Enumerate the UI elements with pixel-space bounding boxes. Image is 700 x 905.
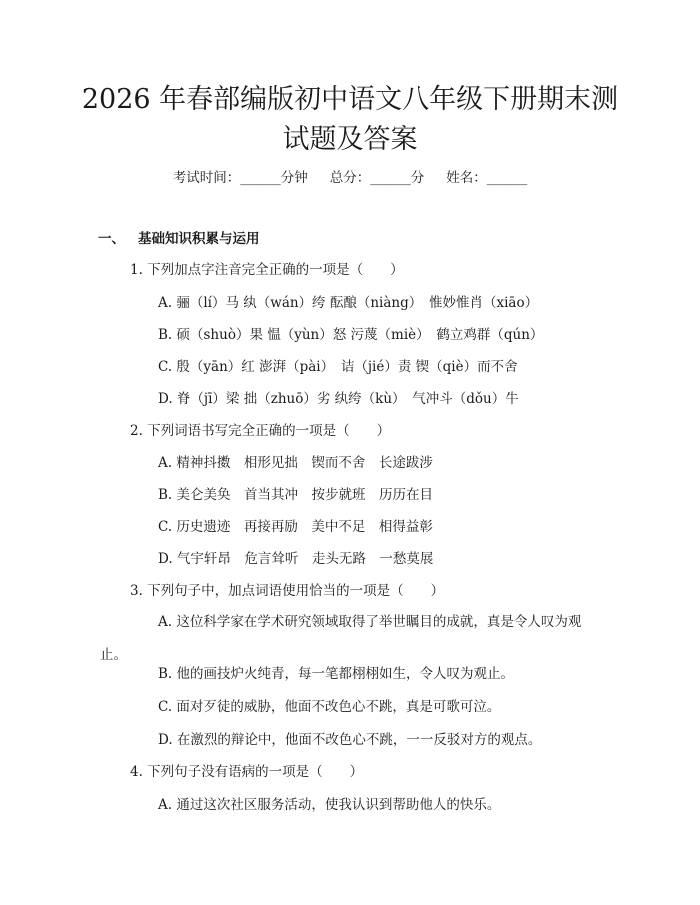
question-3-option-d: D. 在激烈的辩论中，他面不改色心不跳，一一反驳对方的观点。 — [158, 732, 542, 748]
question-2-option-a: A. 精神抖擞 相形见拙 锲而不舍 长途跋涉 — [158, 455, 433, 471]
section-title: 基础知识积累与运用 — [138, 231, 260, 247]
section-heading — [98, 229, 260, 249]
question-2-option-b: B. 美仑美奂 首当其冲 按步就班 历历在目 — [158, 487, 434, 503]
question-1-option-a: A. 骊（lí）马 纨（wán）绔 酝酿（niàng） 惟妙惟肖（xiāo） — [158, 295, 539, 311]
title-line-2: 试题及答案 — [282, 124, 418, 155]
question-1-option-c: C. 殷（yān）红 澎湃（pài） 诘（jié）责 锲（qiè）而不舍 — [158, 359, 518, 375]
title-line-1: 2026 年春部编版初中语文八年级下册期末测 — [81, 84, 619, 115]
question-3-option-b: B. 他的画技炉火纯青，每一笔都栩栩如生，令人叹为观止。 — [158, 666, 515, 682]
question-1-option-d: D. 脊（jī）梁 拙（zhuō）劣 纨绔（kù） 气冲斗（dǒu）牛 — [158, 391, 519, 407]
question-3-option-a: A. 这位科学家在学术研究领域取得了举世瞩目的成就，真是令人叹为观止。 — [100, 614, 582, 663]
question-2-stem: 2. 下列词语书写完全正确的一项是（ ） — [130, 423, 391, 439]
document-title — [60, 80, 640, 160]
question-3-option-c: C. 面对歹徒的威胁，他面不改色心不跳，真是可歌可泣。 — [158, 699, 501, 715]
exam-time: 考试时间：______分钟 — [172, 170, 308, 186]
question-1-option-b: B. 硕（shuò）果 愠（yùn）怒 污蔑（miè） 鹤立鸡群（qún） — [158, 327, 544, 343]
section-number: 一、 — [98, 231, 125, 247]
exam-info-line — [0, 168, 700, 188]
question-1-stem: 1. 下列加点字注音完全正确的一项是（ ） — [130, 262, 404, 278]
exam-total-score: 总分：______分 — [329, 170, 425, 186]
question-2-option-d: D. 气宇轩昂 危言耸听 走头无路 一愁莫展 — [158, 551, 434, 567]
student-name: 姓名：______ — [446, 170, 528, 186]
question-2-option-c: C. 历史遗迹 再接再励 美中不足 相得益彰 — [158, 519, 433, 535]
question-4-stem: 4. 下列句子没有语病的一项是（ ） — [130, 764, 364, 780]
question-3-stem: 3. 下列句子中，加点词语使用恰当的一项是（ ） — [130, 583, 445, 599]
question-4-option-a: A. 通过这次社区服务活动，使我认识到帮助他人的快乐。 — [158, 797, 501, 813]
